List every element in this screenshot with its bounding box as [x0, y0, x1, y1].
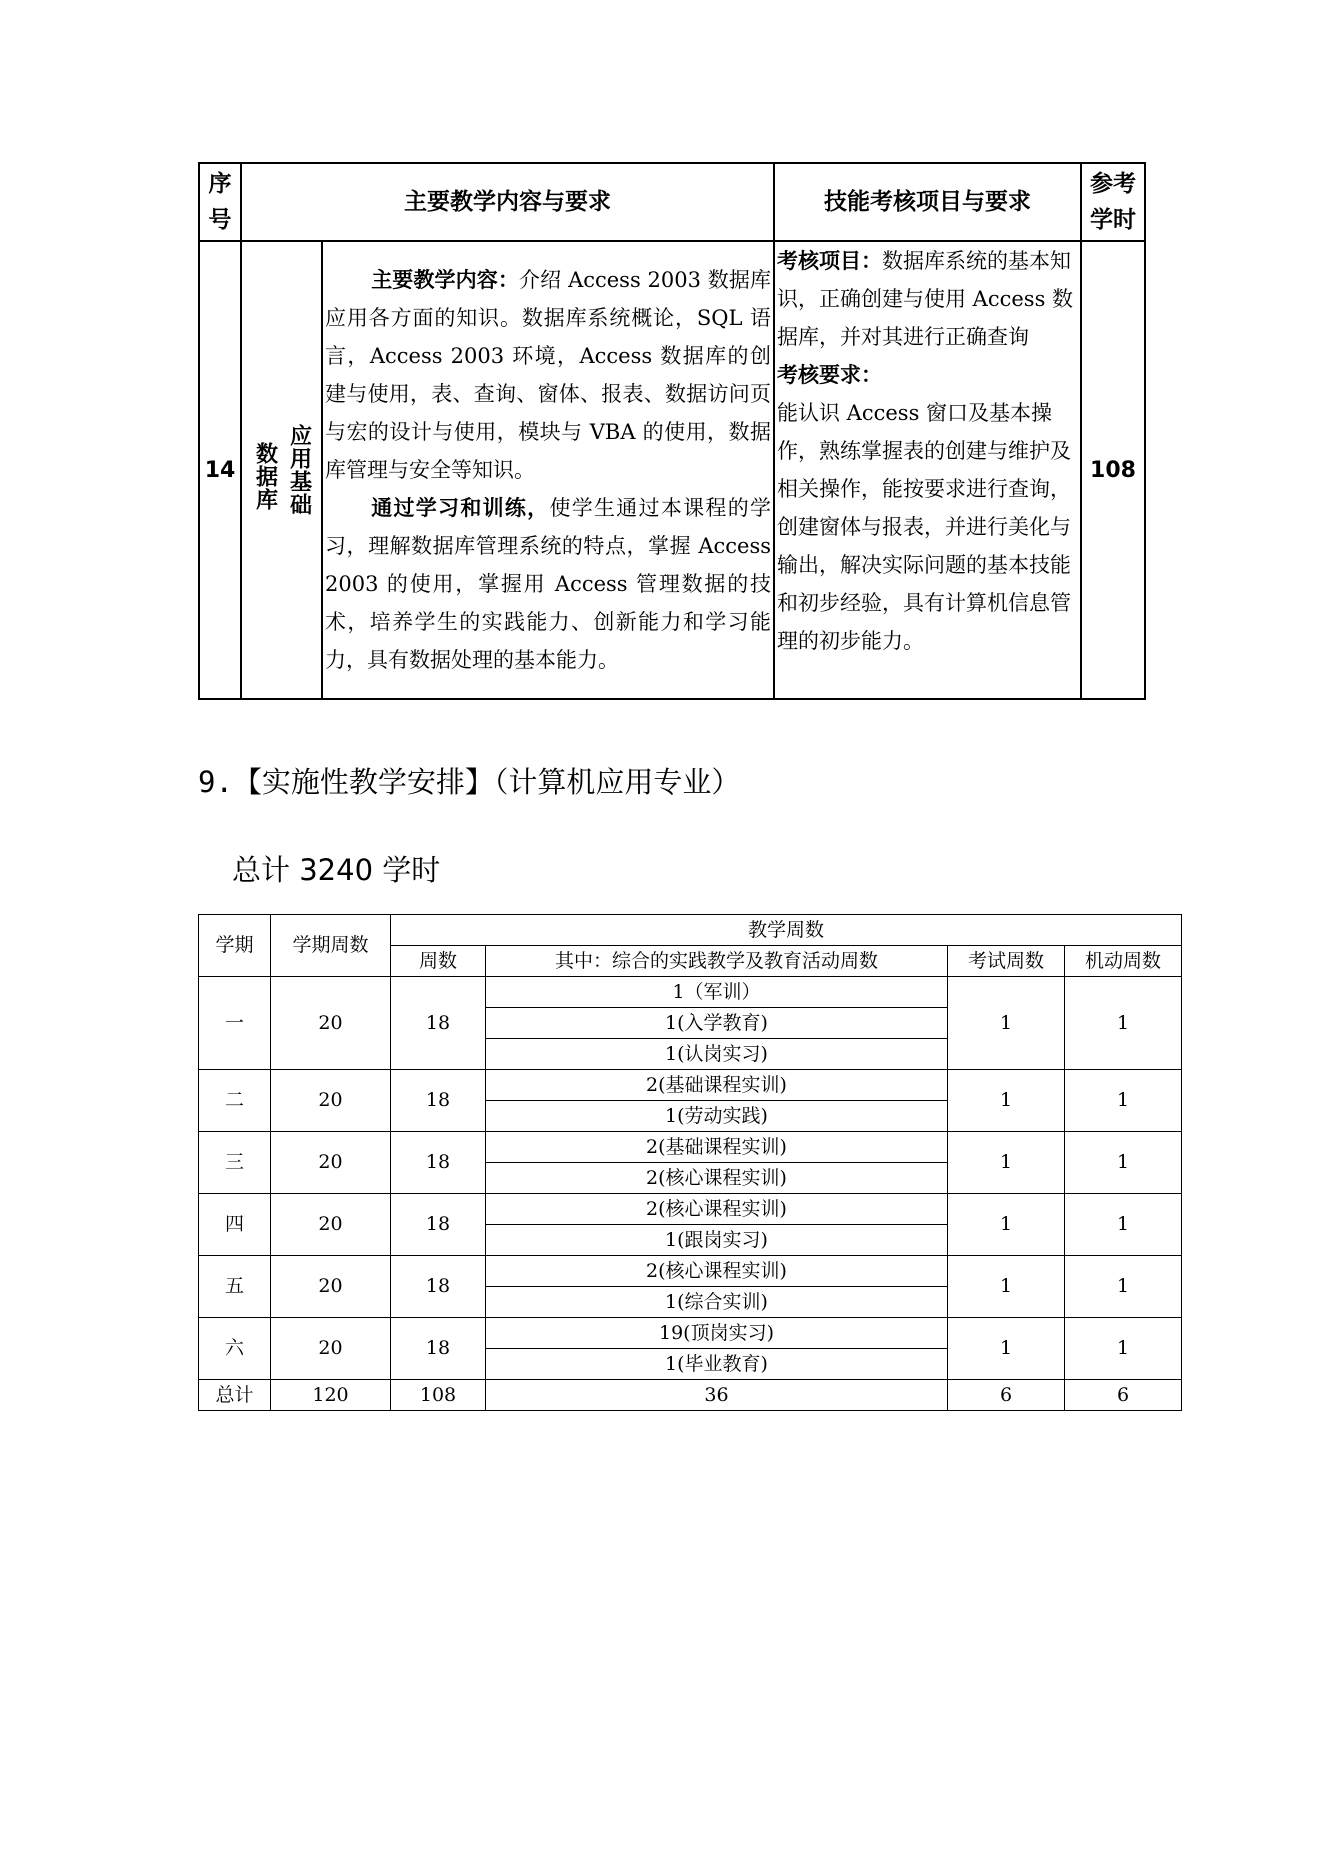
assessment-header: 技能考核项目与要求 — [774, 163, 1081, 241]
exam-weeks-cell: 1 — [948, 1318, 1065, 1380]
exam-weeks-cell: 1 — [948, 1070, 1065, 1132]
exam-weeks-cell: 1 — [948, 977, 1065, 1070]
practice-cell: 2(基础课程实训) — [486, 1132, 948, 1163]
flex-weeks-cell: 1 — [1065, 1194, 1182, 1256]
weeks-cell: 18 — [391, 1070, 486, 1132]
course-name — [241, 241, 322, 699]
term-weeks-header: 学期周数 — [271, 915, 391, 977]
course-row — [199, 241, 1145, 699]
practice-cell: 1(认岗实习) — [486, 1039, 948, 1070]
course-hours: 108 — [1081, 241, 1145, 699]
total-practice-cell: 36 — [486, 1380, 948, 1411]
schedule-table — [198, 914, 1182, 1411]
assessment-requirements: 能认识 Access 窗口及基本操作，熟练掌握表的创建与维护及相关操作，能按要求进行查询， 创建窗体与报表，并进行美化与输出，解决实际问题的基本技能和初步经验，具有计算机信息管理的初步能力。 — [777, 401, 1071, 653]
practice-cell: 1(入学教育) — [486, 1008, 948, 1039]
term-cell: 三 — [199, 1132, 271, 1194]
practice-cell: 1(综合实训) — [486, 1287, 948, 1318]
term-cell: 二 — [199, 1070, 271, 1132]
content-paragraph-2 — [325, 489, 771, 679]
practice-cell: 19(顶岗实习) — [486, 1318, 948, 1349]
practice-cell: 1(毕业教育) — [486, 1349, 948, 1380]
weeks-cell: 18 — [391, 1194, 486, 1256]
course-table — [198, 162, 1146, 700]
seq-header: 序号 — [199, 163, 241, 241]
schedule-row — [199, 1070, 1182, 1101]
flex-weeks-cell: 1 — [1065, 1132, 1182, 1194]
term-header: 学期 — [199, 915, 271, 977]
term-weeks-cell: 20 — [271, 1070, 391, 1132]
schedule-row — [199, 977, 1182, 1008]
practice-cell: 2(核心课程实训) — [486, 1163, 948, 1194]
term-cell: 六 — [199, 1318, 271, 1380]
practice-cell: 2(核心课程实训) — [486, 1256, 948, 1287]
schedule-row — [199, 1194, 1182, 1225]
weeks-cell: 18 — [391, 1132, 486, 1194]
term-weeks-cell: 20 — [271, 1256, 391, 1318]
schedule-row — [199, 1132, 1182, 1163]
total-exam-cell: 6 — [948, 1380, 1065, 1411]
schedule-row — [199, 1318, 1182, 1349]
assessment-req-label: 考核要求： — [777, 363, 882, 387]
exam-weeks-cell: 1 — [948, 1256, 1065, 1318]
content-header: 主要教学内容与要求 — [241, 163, 774, 241]
weeks-cell: 18 — [391, 1256, 486, 1318]
section-heading — [198, 760, 740, 801]
assessment-items — [777, 242, 1078, 356]
content-label-2: 通过学习和训练， — [371, 496, 550, 520]
practice-cell: 1(劳动实践) — [486, 1101, 948, 1132]
schedule-header-row-1 — [199, 915, 1182, 946]
content-text-1: 介绍 Access 2003 数据库应用各方面的知识。数据库系统概论，SQL 语言，Access 2003 环境，Access 数据库的创建与使用，表、查询、窗体、报表、数据访问页与宏的设计与使用，模块与 VBA 的使用，数据库管理与安全等知识。 — [325, 268, 772, 482]
weeks-cell: 18 — [391, 977, 486, 1070]
weeks-header: 周数 — [391, 946, 486, 977]
section-number: 9. — [198, 765, 233, 799]
assessment-items-text: 数据库系统的基本知识，正确创建与使用 Access 数据库，并对其进行正确查询 — [777, 249, 1074, 349]
course-assessment — [774, 241, 1081, 699]
practice-cell: 1（军训） — [486, 977, 948, 1008]
course-content — [322, 241, 774, 699]
total-weeks-cell: 108 — [391, 1380, 486, 1411]
total-flex-cell: 6 — [1065, 1380, 1182, 1411]
section-title: 【实施性教学安排】（计算机应用专业） — [232, 765, 741, 799]
exam-weeks-cell: 1 — [948, 1132, 1065, 1194]
exam-weeks-cell: 1 — [948, 1194, 1065, 1256]
total-term-weeks-cell: 120 — [271, 1380, 391, 1411]
term-weeks-cell: 20 — [271, 1132, 391, 1194]
practice-header: 其中：综合的实践教学及教育活动周数 — [486, 946, 948, 977]
term-cell: 四 — [199, 1194, 271, 1256]
total-label-cell: 总计 — [199, 1380, 271, 1411]
course-name-line2: 应用基础 — [286, 424, 312, 516]
flex-weeks-cell: 1 — [1065, 1256, 1182, 1318]
practice-cell: 2(基础课程实训) — [486, 1070, 948, 1101]
flex-weeks-cell: 1 — [1065, 1070, 1182, 1132]
term-weeks-cell: 20 — [271, 1194, 391, 1256]
content-paragraph-1 — [325, 261, 771, 489]
term-weeks-cell: 20 — [271, 1318, 391, 1380]
term-cell: 五 — [199, 1256, 271, 1318]
schedule-row — [199, 1256, 1182, 1287]
total-hours-heading: 总计 3240 学时 — [232, 853, 441, 887]
assessment-requirements-label-line — [777, 356, 1078, 394]
flex-weeks-header: 机动周数 — [1065, 946, 1182, 977]
practice-cell: 2(核心课程实训) — [486, 1194, 948, 1225]
content-text-2: 使学生通过本课程的学习，理解数据库管理系统的特点，掌握 Access 2003 的使用，掌握用 Access 管理数据的技术，培养学生的实践能力、创新能力和学习能力，具有数据处理的基本能力。 — [325, 496, 772, 672]
course-seq: 14 — [199, 241, 241, 699]
weeks-cell: 18 — [391, 1318, 486, 1380]
practice-cell: 1(跟岗实习) — [486, 1225, 948, 1256]
flex-weeks-cell: 1 — [1065, 1318, 1182, 1380]
content-label-1: 主要教学内容： — [371, 268, 520, 292]
teaching-weeks-header: 教学周数 — [391, 915, 1182, 946]
course-header-row — [199, 163, 1145, 241]
course-name-line1: 数据库 — [252, 442, 278, 511]
hours-header: 参考学时 — [1081, 163, 1145, 241]
term-cell: 一 — [199, 977, 271, 1070]
exam-weeks-header: 考试周数 — [948, 946, 1065, 977]
schedule-total-row — [199, 1380, 1182, 1411]
term-weeks-cell: 20 — [271, 977, 391, 1070]
assessment-items-label: 考核项目： — [777, 249, 882, 273]
flex-weeks-cell: 1 — [1065, 977, 1182, 1070]
schedule-body — [199, 915, 1182, 1411]
